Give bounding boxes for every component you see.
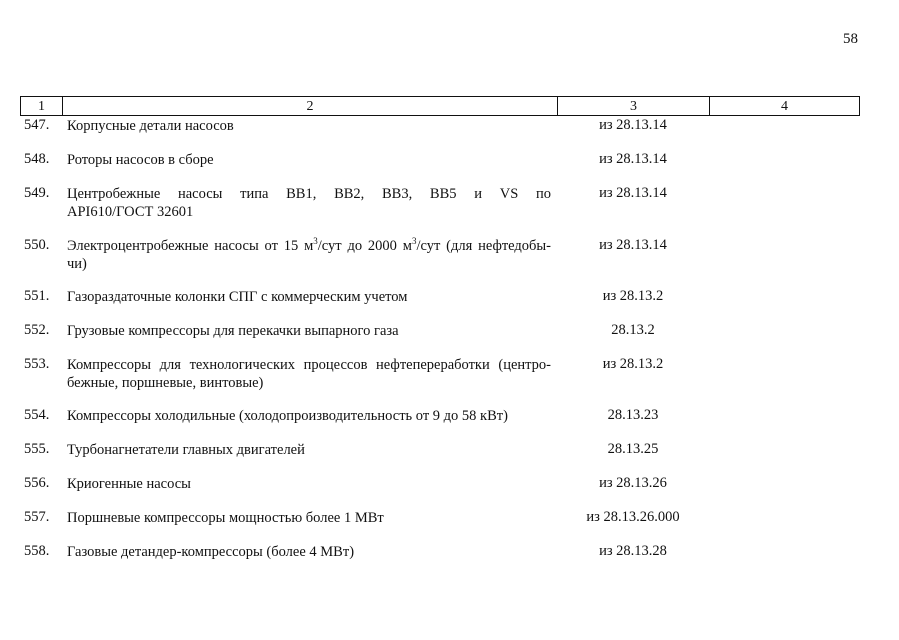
- row-number: 547.: [24, 117, 50, 133]
- table-header: [20, 96, 860, 116]
- row-number: 551.: [24, 288, 50, 304]
- row-description-line-2: бежные, поршневые, винтовые): [67, 375, 264, 391]
- row-code: 28.13.2: [611, 322, 655, 338]
- row-code: 28.13.25: [607, 441, 659, 457]
- row-code: из 28.13.14: [599, 151, 667, 167]
- page-number: 58: [843, 31, 858, 47]
- row-number: 558.: [24, 543, 50, 559]
- row-code: из 28.13.14: [599, 185, 667, 201]
- row-number: 556.: [24, 475, 50, 491]
- row-number: 557.: [24, 509, 50, 525]
- row-description-line-2: чи): [67, 256, 87, 272]
- header-col-1: 1: [21, 97, 63, 115]
- row-code: из 28.13.28: [599, 543, 667, 559]
- row-description: Поршневые компрессоры мощностью более 1 МВт: [67, 510, 384, 526]
- row-description: Корпусные детали насосов: [67, 118, 234, 134]
- row-number: 550.: [24, 237, 50, 253]
- row-description-line-1: Электроцентробежные насосы от 15 $м^3$/сут до 2000 $м^3$/сут (для нефтедобы-: [67, 236, 551, 254]
- row-description: Турбонагнетатели главных двигателей: [67, 442, 305, 458]
- header-col-4: 4: [781, 99, 788, 114]
- row-description: Газовые детандер-компрессоры (более 4 МВт): [67, 544, 355, 560]
- row-number: 555.: [24, 441, 50, 457]
- row-number: 553.: [24, 356, 50, 372]
- row-description: Грузовые компрессоры для перекачки выпарного газа: [67, 323, 399, 339]
- row-description-line-1: Центробежные насосы типа ВВ1, ВВ2, ВВ3, ВВ5 и VS по: [67, 186, 551, 202]
- row-code: 28.13.23: [607, 407, 659, 423]
- row-description: Роторы насосов в сборе: [67, 152, 214, 168]
- row-code: из 28.13.26.000: [586, 509, 680, 525]
- row-code: из 28.13.14: [599, 117, 667, 133]
- row-code: из 28.13.14: [599, 237, 667, 253]
- row-code: из 28.13.2: [602, 356, 664, 372]
- row-number: 549.: [24, 185, 50, 201]
- row-description: Газораздаточные колонки СПГ с коммерческим учетом: [67, 289, 408, 305]
- row-description-line-1: Компрессоры для технологических процессов нефтепереработки (центро-: [67, 357, 551, 373]
- header-col-2: 2: [63, 97, 558, 115]
- row-number: 548.: [24, 151, 50, 167]
- row-description: Криогенные насосы: [67, 476, 191, 492]
- row-code: из 28.13.26: [599, 475, 667, 491]
- row-description: Компрессоры холодильные (холодопроизводительность от 9 до 58 кВт): [67, 408, 508, 424]
- row-number: 552.: [24, 322, 50, 338]
- header-col-3: 3: [558, 97, 710, 115]
- row-number: 554.: [24, 407, 50, 423]
- row-code: из 28.13.2: [602, 288, 664, 304]
- row-description-line-2: API610/ГОСТ 32601: [67, 204, 194, 220]
